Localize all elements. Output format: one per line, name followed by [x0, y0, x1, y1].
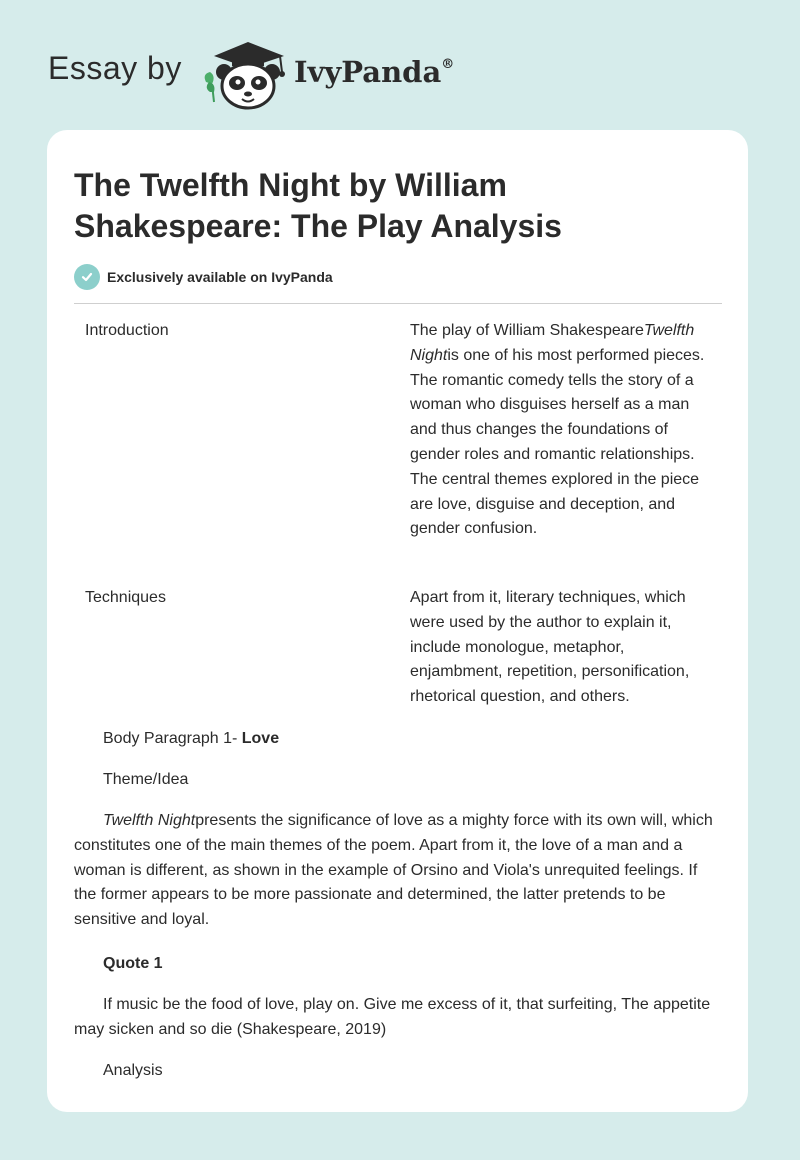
quote-text: If music be the food of love, play on. Give me excess of it, that surfeiting, The appetite may sicken and so die (Shakespeare, 2019): [74, 996, 711, 1038]
analysis-label: Analysis: [103, 1062, 163, 1079]
theme-label: Theme/Idea: [103, 771, 189, 788]
exclusive-label: Exclusively available on IvyPanda: [107, 269, 333, 285]
quote-label: Quote 1: [103, 955, 163, 972]
exclusive-badge: [74, 264, 333, 290]
panda-graduate-icon[interactable]: [200, 36, 296, 110]
row-label: Introduction: [85, 322, 169, 339]
check-circle-icon: [74, 264, 100, 290]
divider: [74, 303, 722, 304]
essay-by-label: Essay by: [48, 50, 182, 86]
site-header: [0, 0, 800, 130]
essay-title: The Twelfth Night by William Shakespeare: The Play Analysis: [74, 167, 562, 244]
body-paragraph-heading: Body Paragraph 1- Love: [103, 730, 280, 747]
row-text: The play of William ShakespeareTwelfth Nightis one of his most performed pieces. The romantic comedy tells the story of a woman who disguises herself as a man and thus changes the foundations of gender roles and romantic relationships. The central themes explored in the piece are love, disguise and deception, and gender confusion.: [410, 322, 705, 538]
row-text: Apart from it, literary techniques, which were used by the author to explain it, include monologue, metaphor, enjambment, repetition, personification, rhetorical question, and others.: [410, 589, 690, 706]
theme-paragraph: Twelfth Nightpresents the significance of love as a mighty force with its own will, which constitutes one of the main themes of the poem. Apart from it, the love of a man and a woman is different, as shown in the example of Orsino and Viola's unrequited feelings. If the former appears to be more passionate and determined, the latter pretends to be sensitive and loyal.: [74, 812, 713, 929]
ivypanda-logo-text[interactable]: IvyPanda®: [294, 55, 455, 89]
row-label: Techniques: [85, 589, 166, 606]
essay-card: [47, 130, 748, 1112]
